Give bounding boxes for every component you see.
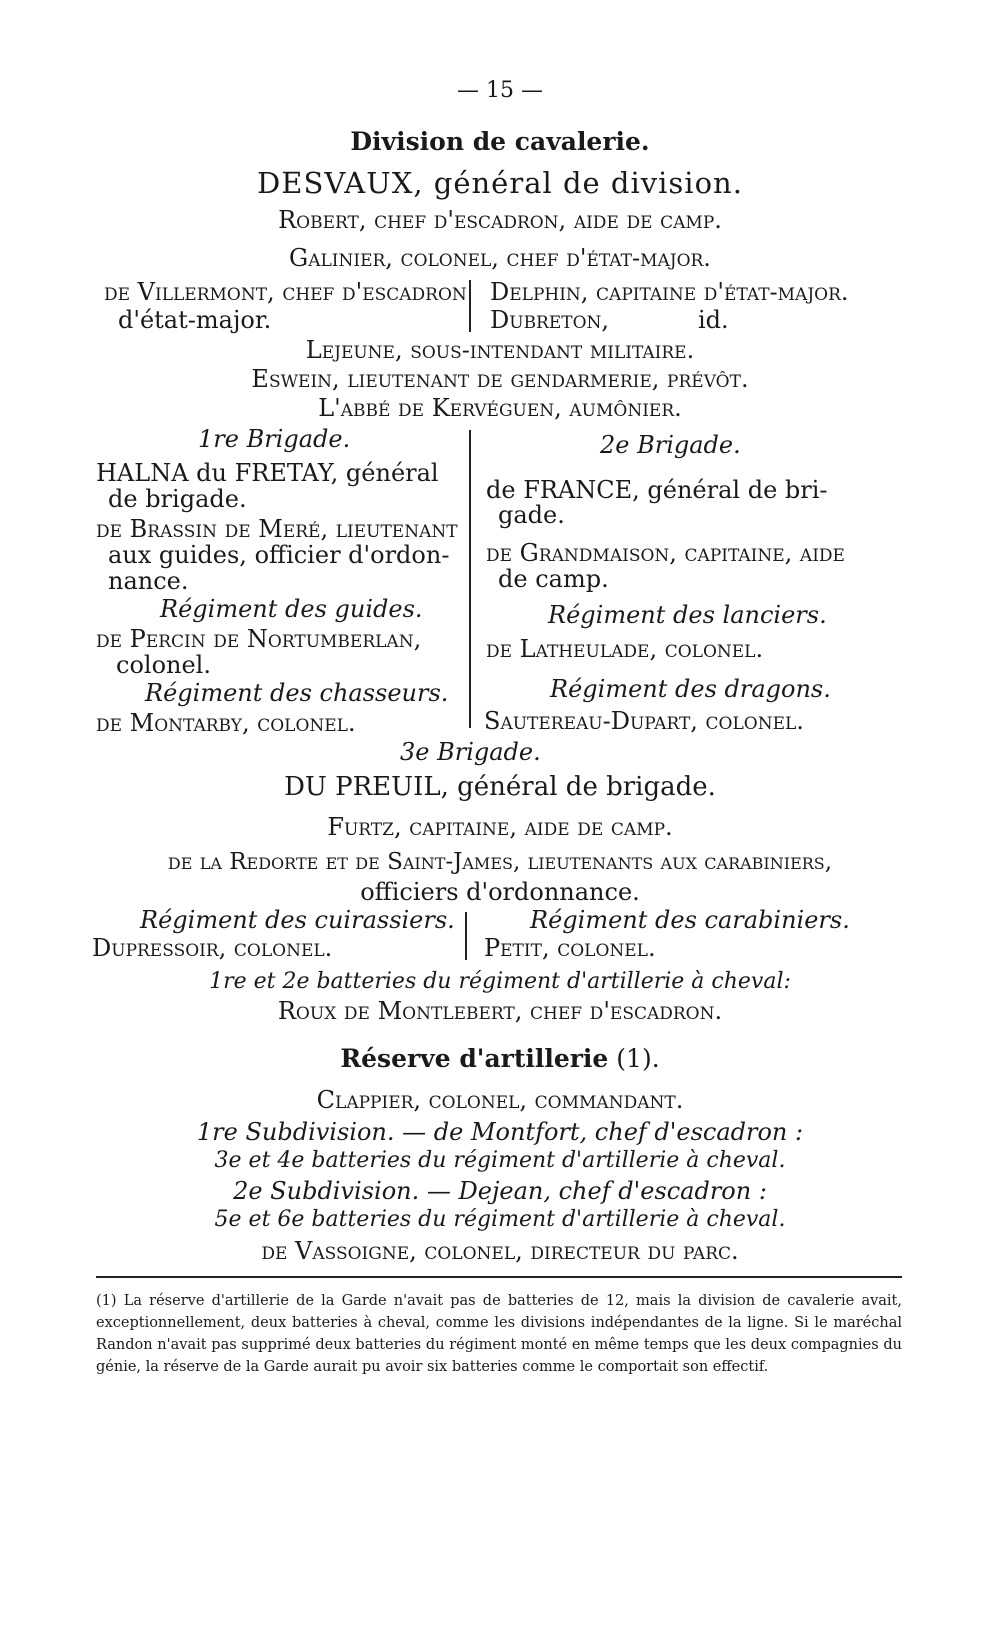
staff-right-id: id. — [698, 306, 729, 334]
provost: Eswein, lieutenant de gendarmerie, prévôt. — [251, 365, 749, 393]
brigade-2-regiment-1-title: Régiment des lanciers. — [548, 601, 827, 629]
subdivision-1-batteries: 3e et 4e batteries du régiment d'artillerie à cheval. — [214, 1148, 786, 1173]
staff-right-line-1: Delphin, capitaine d'état-major. — [490, 278, 849, 306]
brigade-1-title: 1re Brigade. — [198, 425, 351, 453]
intendant: Lejeune, sous-intendant militaire. — [305, 336, 695, 364]
brigade-divider — [469, 430, 471, 728]
regiment-divider — [465, 912, 467, 960]
cuirassiers-title: Régiment des cuirassiers. — [140, 906, 455, 934]
page-number: — 15 — — [457, 78, 543, 103]
reserve-commander: Clappier, colonel, commandant. — [316, 1086, 684, 1114]
brigade-2-regiment-2-title: Régiment des dragons. — [550, 675, 831, 703]
reserve-footnote-marker: (1). — [616, 1044, 660, 1073]
brigade-1-officer-1: de Brassin de Meré, lieutenant — [96, 515, 458, 543]
brigade-1-regiment-2-commander: de Montarby, colonel. — [96, 709, 356, 737]
brigade-3-title: 3e Brigade. — [400, 738, 541, 766]
brigade-2-regiment-1-commander: de Latheulade, colonel. — [486, 635, 764, 663]
subdivision-2-batteries: 5e et 6e batteries du régiment d'artillerie à cheval. — [214, 1207, 786, 1232]
staff-right-line-2: Dubreton, — [490, 306, 610, 334]
brigade-2-officer-1: de Grandmaison, capitaine, aide — [486, 539, 845, 567]
horse-batteries-commander: Roux de Montlebert, chef d'escadron. — [277, 997, 723, 1025]
carabiniers-commander: Petit, colonel. — [484, 934, 656, 962]
brigade-3-officers-1: de la Redorte et de Saint-James, lieutenants aux carabiniers, — [167, 849, 833, 875]
brigade-2-general-1: de FRANCE, général de bri- — [486, 476, 828, 504]
brigade-3-officers-2: officiers d'ordonnance. — [360, 878, 640, 906]
brigade-1-regiment-2-title: Régiment des chasseurs. — [145, 679, 449, 707]
brigade-2-regiment-2-commander: Sautereau-Dupart, colonel. — [484, 707, 804, 735]
chaplain: L'abbé de Kervéguen, aumônier. — [318, 394, 682, 422]
cuirassiers-commander: Dupressoir, colonel. — [92, 934, 333, 962]
cavalry-heading: Division de cavalerie. — [350, 127, 650, 156]
reserve-heading — [0, 1044, 1000, 1074]
column-divider — [469, 280, 471, 332]
park-director: de Vassoigne, colonel, directeur du parc. — [261, 1237, 739, 1265]
brigade-2-title: 2e Brigade. — [600, 431, 741, 459]
brigade-2-officer-2: de camp. — [498, 565, 609, 593]
staff-left-line-1: de Villermont, chef d'escadron — [104, 278, 467, 306]
brigade-1-regiment-1-title: Régiment des guides. — [160, 595, 423, 623]
cavalry-aide: Robert, chef d'escadron, aide de camp. — [278, 206, 722, 234]
horse-batteries: 1re et 2e batteries du régiment d'artillerie à cheval: — [209, 969, 791, 994]
staff-left-line-2: d'état-major. — [118, 306, 272, 334]
brigade-2-general-2: gade. — [498, 501, 565, 529]
subdivision-1: 1re Subdivision. — de Montfort, chef d'escadron : — [196, 1118, 804, 1146]
brigade-1-officer-3: nance. — [108, 567, 189, 595]
reserve-heading-text: Réserve d'artillerie — [340, 1044, 609, 1073]
brigade-1-regiment-1-commander: de Percin de Nortumberlan, — [96, 625, 422, 653]
subdivision-2: 2e Subdivision. — Dejean, chef d'escadron : — [233, 1177, 767, 1205]
brigade-3-general: DU PREUIL, général de brigade. — [284, 772, 716, 802]
brigade-1-regiment-1-rank: colonel. — [116, 651, 211, 679]
carabiniers-title: Régiment des carabiniers. — [530, 906, 850, 934]
brigade-1-general-1: HALNA du FRETAY, général — [96, 459, 439, 487]
brigade-3-aide: Furtz, capitaine, aide de camp. — [327, 813, 673, 841]
cavalry-chief-staff: Galinier, colonel, chef d'état-major. — [289, 244, 711, 272]
brigade-1-general-2: de brigade. — [108, 485, 247, 513]
footnote-rule — [96, 1276, 902, 1278]
footnote: (1) La réserve d'artillerie de la Garde n'avait pas de batteries de 12, mais la division de cavalerie avait, exceptionnellement, deux batteries à cheval, comme les divisions indépendantes de la ligne. Si le maréchal Randon n'avait pas supprimé deux batteries du régiment monté en même temps que les deux compagnies du génie, la réserve de la Garde aurait pu avoir six batteries comme le comportait son effectif. — [96, 1293, 902, 1375]
brigade-1-officer-2: aux guides, officier d'ordon- — [108, 541, 450, 569]
cavalry-commander: DESVAUX, général de division. — [257, 166, 743, 200]
